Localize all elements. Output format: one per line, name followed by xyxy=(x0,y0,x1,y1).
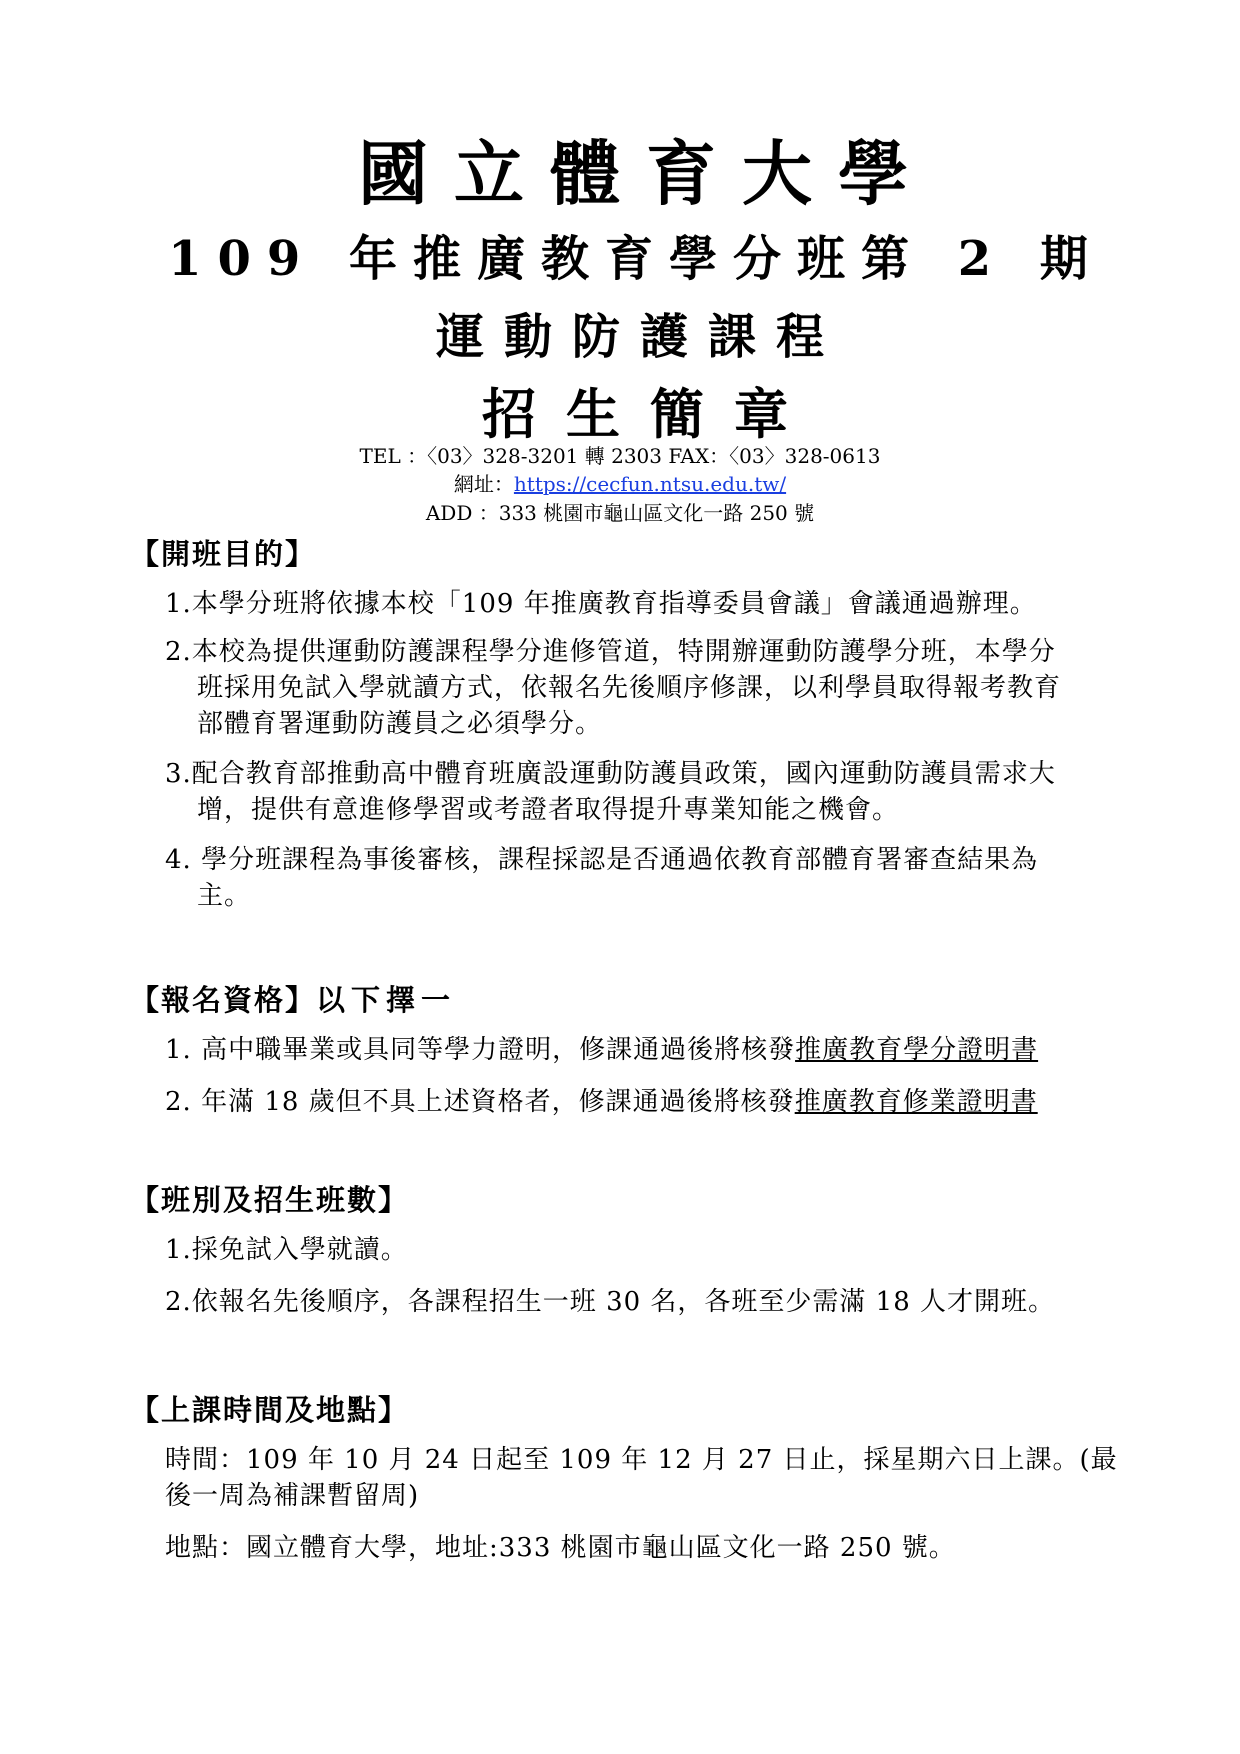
website-line xyxy=(0,470,1240,498)
eligibility-heading-suffix: 以下擇一 xyxy=(316,983,457,1017)
purpose-item-2-line-2: 班採用免試入學就讀方式，依報名先後順序修課，以利學員取得報考教育 xyxy=(197,673,1062,703)
classes-heading: 【班別及招生班數】 xyxy=(130,1183,410,1217)
purpose-item-3: 3.配合教育部推動高中體育班廣設運動防護員政策，國內運動防護員需求大 xyxy=(165,759,1056,789)
purpose-item-2-line-3: 部體育署運動防護員之必須學分。 xyxy=(197,709,603,739)
purpose-item-2: 2.本校為提供運動防護課程學分進修管道，特開辦運動防護學分班，本學分 xyxy=(165,637,1056,667)
eligibility-heading-label: 【報名資格】 xyxy=(130,983,317,1017)
eligibility-item-2-text: 2. 年滿 18 歲但不具上述資格者，修課通過後將核發 xyxy=(165,1087,795,1117)
eligibility-item-2 xyxy=(165,1084,1038,1120)
classes-item-1: 1.採免試入學就讀。 xyxy=(165,1235,408,1265)
purpose-item-3-line-2: 增，提供有意進修學習或考證者取得提升專業知能之機會。 xyxy=(197,795,900,825)
purpose-heading: 【開班目的】 xyxy=(130,537,317,571)
website-link[interactable]: https://cecfun.ntsu.edu.tw/ xyxy=(513,472,787,496)
eligibility-item-1-certificate: 推廣教育學分證明書 xyxy=(795,1035,1039,1065)
classes-item-2: 2.依報名先後順序，各課程招生一班 30 名，各班至少需滿 18 人才開班。 xyxy=(165,1287,1056,1317)
brochure-title: 招生簡章 xyxy=(482,382,818,446)
website-label: 網址： xyxy=(453,472,514,496)
schedule-time: 時間：109 年 10 月 24 日起至 109 年 12 月 27 日止，採星期六日上課。(最 xyxy=(165,1445,1118,1475)
university-title: 國立體育大學 xyxy=(358,132,934,215)
schedule-heading: 【上課時間及地點】 xyxy=(130,1393,410,1427)
course-title: 運動防護課程 xyxy=(435,309,844,365)
eligibility-item-2-certificate: 推廣教育修業證明書 xyxy=(794,1087,1038,1117)
eligibility-item-1 xyxy=(165,1032,1038,1068)
eligibility-heading xyxy=(130,978,456,1019)
purpose-item-4-line-2: 主。 xyxy=(197,881,252,911)
purpose-item-4: 4. 學分班課程為事後審核，課程採認是否通過依教育部體育署審查結果為 xyxy=(165,845,1039,875)
schedule-time-line-2: 後一周為補課暫留周) xyxy=(165,1481,420,1511)
purpose-item-1: 1.本學分班將依據本校「109 年推廣教育指導委員會議」會議通過辦理。 xyxy=(165,589,1037,619)
schedule-location: 地點：國立體育大學，地址:333 桃園市龜山區文化一路 250 號。 xyxy=(165,1533,956,1563)
tel-fax-line: TEL ：〈03〉328-3201 轉 2303 FAX：〈03〉328-0613 xyxy=(359,444,881,468)
address-line: ADD ：333 桃園市龜山區文化一路 250 號 xyxy=(425,501,815,525)
eligibility-item-1-text: 1. 高中職畢業或具同等學力證明，修課通過後將核發 xyxy=(165,1035,796,1065)
program-title: 109 年推廣教育學分班第 2 期 xyxy=(168,231,1104,287)
